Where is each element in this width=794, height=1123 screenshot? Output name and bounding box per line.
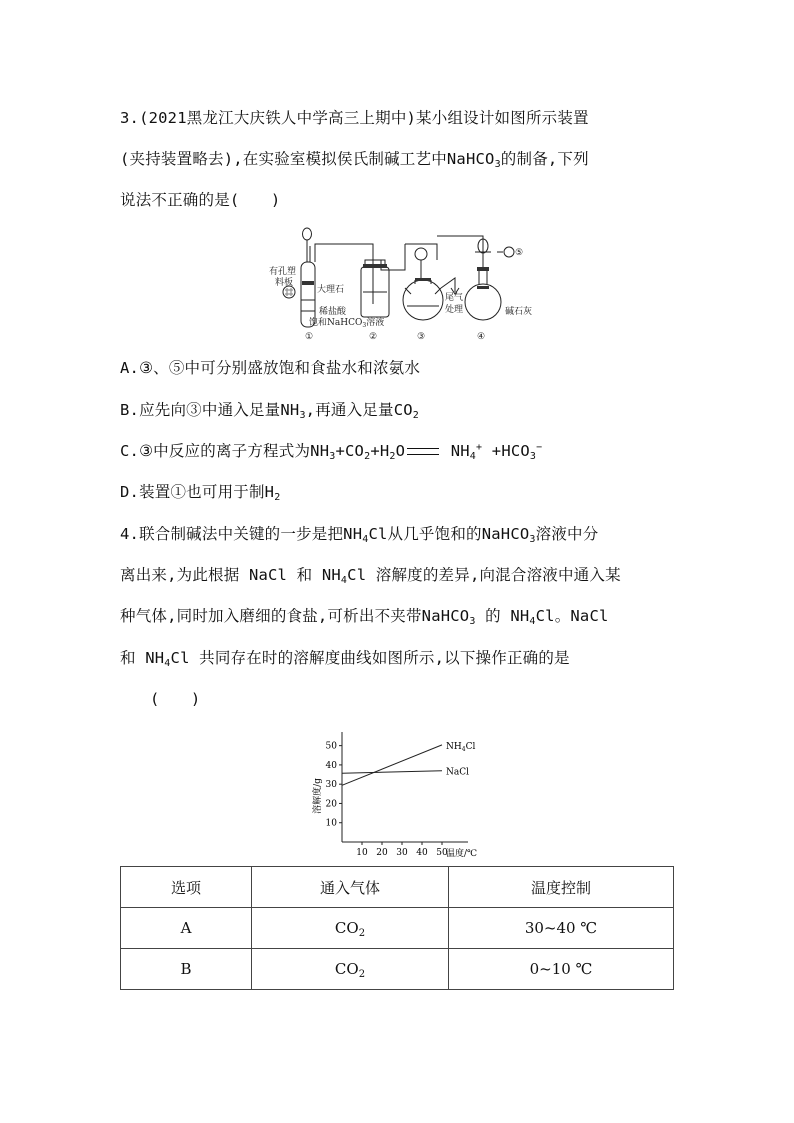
y-axis-label: 溶解度/g [313,778,323,814]
option-3c-pre: C.③中反应的离子方程式为NH [120,442,330,460]
x-tick-label: 30 [396,848,408,858]
label-n1: ① [305,332,314,342]
q4-l1-pre: 4.联合制碱法中关键的一步是把NH [120,525,363,543]
option-3c-p4: O [395,442,406,460]
label-n4: ④ [477,332,486,342]
cell-gas-main: CO [334,960,359,978]
q4-l1-mid: Cl从几乎饱和的NaHCO [368,525,530,543]
header-option: 选项 [121,867,252,908]
series-line-nacl [342,771,442,774]
series-label-main: NH [446,741,462,752]
cell-gas-main: CO [334,919,359,937]
apparatus-figure [265,222,555,344]
y-tick-label: 20 [325,799,337,810]
option-3c-p2: +CO [335,442,365,460]
q4-line-2 [120,565,621,585]
q3-line-2-sub: 3 [494,159,501,170]
q4-l2-pre: 离出来,为此根据 NaCl 和 NH [120,566,341,584]
option-3c-s1: 3 [329,451,336,462]
dropping-funnel-icon [415,248,427,260]
label-tail-gas-1: 尾气 [445,293,464,303]
series-label-sub: 4 [461,745,466,753]
label-soda-lime: 碱石灰 [505,307,533,317]
q4-l1-s2: 3 [529,534,536,545]
x-tick-label: 50 [436,848,448,858]
q4-l3-tail: Cl。NaCl [535,607,609,625]
label-n2: ② [369,332,378,342]
round-bottom-flask-icon [465,284,501,320]
q3-line-2-text: (夹持装置略去),在实验室模拟侯氏制碱工艺中NaHCO [120,150,495,168]
q4-l3-mid: 的 NH [475,607,530,625]
y-tick-label: 50 [325,741,337,752]
y-tick-label: 40 [325,760,337,771]
header-gas: 通入气体 [252,867,449,908]
q4-l3-pre: 种气体,同时加入磨细的食盐,可析出不夹带NaHCO [120,607,470,625]
label-tail-gas-2: 处理 [445,305,464,315]
q3-line-1: 3.(2021黑龙江大庆铁人中学高三上期中)某小组设计如图所示装置 [120,109,589,127]
q4-l4-tail: Cl 共同存在时的溶解度曲线如图所示,以下操作正确的是 [170,649,570,667]
series-label-tail: Cl [465,741,476,752]
x-tick-label: 40 [416,848,428,858]
cell-option: B [121,949,252,990]
solubility-chart [308,728,508,860]
q4-line-4 [120,648,570,668]
table-row [121,908,674,949]
option-3c-sup1: + [476,442,483,453]
q4-line-5: ( ) [150,690,201,708]
label-sat-main: 饱和NaHCO [309,318,363,328]
series-label-main: NaCl [446,767,470,778]
option-3c-p3: +H [370,442,390,460]
q4-l4-s1: 4 [164,658,171,669]
series-label-nacl [446,768,469,778]
q3-line-2 [120,149,589,169]
option-3c [120,441,542,461]
option-3c-p5: NH [441,442,470,460]
table-header-row [121,867,674,908]
option-3a: A.③、⑤中可分别盛放饱和食盐水和浓氨水 [120,359,421,377]
option-3b [120,400,419,420]
funnel-bulb-icon [303,228,312,240]
label-plate-2: 料板 [275,278,294,288]
q4-line-3 [120,606,609,626]
q4-l1-s1: 4 [362,534,369,545]
chart-series [342,742,475,785]
options-table [120,866,674,990]
header-temp: 温度控制 [449,867,674,908]
cell-temp: 30~40 ℃ [449,908,674,949]
option-3b-sub1: 3 [299,410,306,421]
cell-gas [252,908,449,949]
chart-ticks [326,742,448,858]
label-sat [309,316,384,329]
y-tick-label: 10 [325,818,337,829]
equals-sign-icon [407,448,439,455]
q4-l1-tail: 溶液中分 [535,525,599,543]
cell-gas [252,949,449,990]
cell-gas-sub: 2 [358,928,366,939]
option-3b-mid: ,再通入足量CO [305,401,413,419]
option-3c-s3: 2 [389,451,396,462]
option-3d-sub: 2 [274,492,281,503]
q4-l3-s2: 4 [529,616,536,627]
option-3d-pre: D.装置①也可用于制H [120,483,275,501]
q3-line-2-tail: 的制备,下列 [500,150,589,168]
series-line-nh4cl [342,745,442,785]
label-sat-sub: 3 [362,322,367,329]
cell-temp: 0~10 ℃ [449,949,674,990]
option-3c-p6: +HCO [482,442,530,460]
q4-l2-tail: Cl 溶解度的差异,向混合溶液中通入某 [347,566,621,584]
q4-l4-pre: 和 NH [120,649,165,667]
label-sat-tail: 溶液 [366,318,385,328]
option-3c-sup2: − [536,442,543,453]
option-3d [120,482,280,502]
series-label-nh4cl [446,742,475,753]
label-marble: 大理石 [317,285,345,295]
option-3c-s2: 2 [364,451,371,462]
q4-line-1 [120,524,598,544]
x-axis-label: 温度/℃ [446,849,478,859]
label-acid: 稀盐酸 [319,307,347,317]
x-tick-label: 10 [356,848,368,858]
x-tick-label: 20 [376,848,388,858]
table-row [121,949,674,990]
option-3c-s4: 4 [469,451,477,462]
q4-l2-s1: 4 [340,575,348,586]
cell-option: A [121,908,252,949]
q4-l3-s1: 3 [469,616,476,627]
label-plate-1: 有孔塑 [269,267,297,277]
label-n3: ③ [417,332,426,342]
cell-gas-sub: 2 [358,969,366,980]
y-tick-label: 30 [325,780,337,791]
three-neck-flask-icon [403,280,443,320]
option-3c-s5: 3 [529,451,537,462]
q3-line-3: 说法不正确的是( ) [120,191,281,209]
label-n5: ⑤ [515,248,524,258]
option-3b-sub2: 2 [412,410,420,421]
option-3b-pre: B.应先向③中通入足量NH [120,401,300,419]
